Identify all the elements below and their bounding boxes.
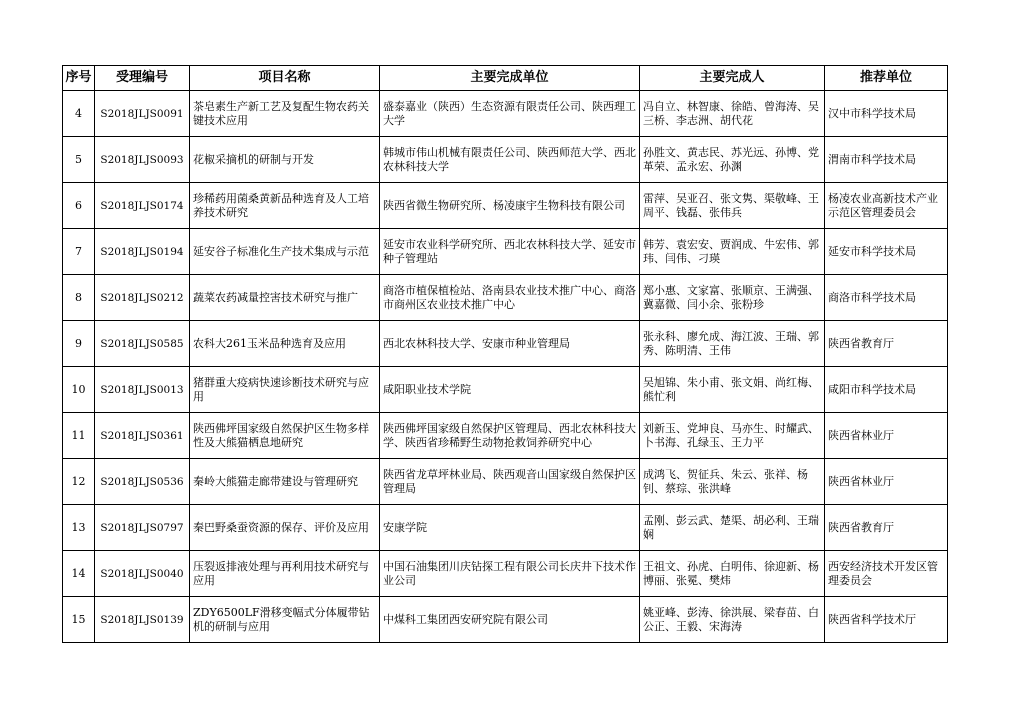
cell-code: S2018JLJS0013 xyxy=(95,367,190,413)
cell-project: 珍稀药用菌桑黄新品种选育及人工培养技术研究 xyxy=(190,183,380,229)
cell-project: 猪群重大疫病快速诊断技术研究与应用 xyxy=(190,367,380,413)
cell-project: 茶皂素生产新工艺及复配生物农药关键技术应用 xyxy=(190,91,380,137)
cell-code: S2018JLJS0040 xyxy=(95,551,190,597)
cell-units: 陕西省微生物研究所、杨凌康宇生物科技有限公司 xyxy=(380,183,640,229)
table-row xyxy=(63,321,948,367)
cell-seq: 6 xyxy=(63,183,95,229)
cell-units: 盛泰嘉业（陕西）生态资源有限责任公司、陕西理工大学 xyxy=(380,91,640,137)
cell-project: 陕西佛坪国家级自然保护区生物多样性及大熊猫栖息地研究 xyxy=(190,413,380,459)
cell-units: 陕西省龙草坪林业局、陕西观音山国家级自然保护区管理局 xyxy=(380,459,640,505)
cell-code: S2018JLJS0585 xyxy=(95,321,190,367)
cell-people: 韩芳、袁宏安、贾润成、牛宏伟、郭玮、闫伟、刁瑛 xyxy=(640,229,825,275)
cell-recommender: 渭南市科学技术局 xyxy=(825,137,948,183)
cell-recommender: 汉中市科学技术局 xyxy=(825,91,948,137)
cell-units: 延安市农业科学研究所、西北农林科技大学、延安市种子管理站 xyxy=(380,229,640,275)
cell-project: 花椒采摘机的研制与开发 xyxy=(190,137,380,183)
table-row xyxy=(63,229,948,275)
cell-code: S2018JLJS0139 xyxy=(95,597,190,643)
cell-people: 孙胜文、黄志民、苏光远、孙博、党革荣、孟永宏、孙渊 xyxy=(640,137,825,183)
cell-people: 张永科、廖允成、海江波、王瑞、郭秀、陈明清、王伟 xyxy=(640,321,825,367)
cell-people: 雷萍、吴亚召、张文隽、渠敬峰、王周平、钱磊、张伟兵 xyxy=(640,183,825,229)
cell-seq: 5 xyxy=(63,137,95,183)
cell-seq: 7 xyxy=(63,229,95,275)
cell-people: 刘新玉、党坤良、马亦生、时耀武、卜书海、孔绿玉、王力平 xyxy=(640,413,825,459)
cell-recommender: 陕西省林业厅 xyxy=(825,459,948,505)
cell-units: 中国石油集团川庆钻探工程有限公司长庆井下技术作业公司 xyxy=(380,551,640,597)
header-project: 项目名称 xyxy=(190,66,380,91)
cell-project: 秦巴野桑蚕资源的保存、评价及应用 xyxy=(190,505,380,551)
cell-code: S2018JLJS0797 xyxy=(95,505,190,551)
cell-units: 咸阳职业技术学院 xyxy=(380,367,640,413)
cell-code: S2018JLJS0361 xyxy=(95,413,190,459)
header-people: 主要完成人 xyxy=(640,66,825,91)
table-row xyxy=(63,275,948,321)
header-row xyxy=(63,66,948,91)
table-row xyxy=(63,459,948,505)
cell-recommender: 陕西省教育厅 xyxy=(825,321,948,367)
table-row xyxy=(63,413,948,459)
cell-units: 韩城市伟山机械有限责任公司、陕西师范大学、西北农林科技大学 xyxy=(380,137,640,183)
cell-units: 陕西佛坪国家级自然保护区管理局、西北农林科技大学、陕西省珍稀野生动物抢救饲养研究中心 xyxy=(380,413,640,459)
cell-recommender: 西安经济技术开发区管理委员会 xyxy=(825,551,948,597)
cell-code: S2018JLJS0194 xyxy=(95,229,190,275)
cell-units: 安康学院 xyxy=(380,505,640,551)
cell-project: 秦岭大熊猫走廊带建设与管理研究 xyxy=(190,459,380,505)
cell-seq: 10 xyxy=(63,367,95,413)
cell-seq: 11 xyxy=(63,413,95,459)
cell-recommender: 商洛市科学技术局 xyxy=(825,275,948,321)
cell-recommender: 陕西省教育厅 xyxy=(825,505,948,551)
cell-seq: 13 xyxy=(63,505,95,551)
cell-project: 压裂返排液处理与再利用技术研究与应用 xyxy=(190,551,380,597)
cell-recommender: 咸阳市科学技术局 xyxy=(825,367,948,413)
table-row xyxy=(63,183,948,229)
cell-units: 中煤科工集团西安研究院有限公司 xyxy=(380,597,640,643)
cell-people: 吴旭锦、朱小甫、张文娟、尚红梅、熊忙利 xyxy=(640,367,825,413)
cell-project: 延安谷子标准化生产技术集成与示范 xyxy=(190,229,380,275)
table-row xyxy=(63,505,948,551)
cell-units: 西北农林科技大学、安康市种业管理局 xyxy=(380,321,640,367)
cell-seq: 9 xyxy=(63,321,95,367)
project-table xyxy=(62,65,948,643)
cell-people: 冯自立、林智康、徐皓、曾海涛、吴三桥、李志洲、胡代花 xyxy=(640,91,825,137)
cell-project: 蔬菜农药减量控害技术研究与推广 xyxy=(190,275,380,321)
cell-seq: 8 xyxy=(63,275,95,321)
cell-code: S2018JLJS0174 xyxy=(95,183,190,229)
cell-people: 孟刚、彭云武、楚渠、胡必利、王瑞娴 xyxy=(640,505,825,551)
cell-recommender: 陕西省林业厅 xyxy=(825,413,948,459)
cell-recommender: 杨凌农业高新技术产业示范区管理委员会 xyxy=(825,183,948,229)
header-units: 主要完成单位 xyxy=(380,66,640,91)
header-code: 受理编号 xyxy=(95,66,190,91)
cell-seq: 12 xyxy=(63,459,95,505)
table-row xyxy=(63,137,948,183)
cell-code: S2018JLJS0212 xyxy=(95,275,190,321)
cell-code: S2018JLJS0093 xyxy=(95,137,190,183)
cell-seq: 4 xyxy=(63,91,95,137)
cell-recommender: 延安市科学技术局 xyxy=(825,229,948,275)
cell-people: 成鸿飞、贺征兵、朱云、张祥、杨钊、蔡琮、张洪峰 xyxy=(640,459,825,505)
table-row xyxy=(63,551,948,597)
cell-people: 郑小惠、文家富、张顺京、王满强、冀嘉微、闫小余、张粉珍 xyxy=(640,275,825,321)
cell-seq: 15 xyxy=(63,597,95,643)
cell-units: 商洛市植保植检站、洛南县农业技术推广中心、商洛市商州区农业技术推广中心 xyxy=(380,275,640,321)
cell-people: 王祖文、孙虎、白明伟、徐迎新、杨博丽、张冕、樊炜 xyxy=(640,551,825,597)
cell-seq: 14 xyxy=(63,551,95,597)
header-recommender: 推荐单位 xyxy=(825,66,948,91)
cell-recommender: 陕西省科学技术厅 xyxy=(825,597,948,643)
table-row xyxy=(63,367,948,413)
cell-people: 姚亚峰、彭涛、徐洪展、梁春苗、白公正、王毅、宋海涛 xyxy=(640,597,825,643)
cell-project: 农科大261玉米品种选育及应用 xyxy=(190,321,380,367)
header-seq: 序号 xyxy=(63,66,95,91)
cell-project: ZDY6500LF滑移变幅式分体履带钻机的研制与应用 xyxy=(190,597,380,643)
table-row xyxy=(63,91,948,137)
cell-code: S2018JLJS0536 xyxy=(95,459,190,505)
cell-code: S2018JLJS0091 xyxy=(95,91,190,137)
table-row xyxy=(63,597,948,643)
